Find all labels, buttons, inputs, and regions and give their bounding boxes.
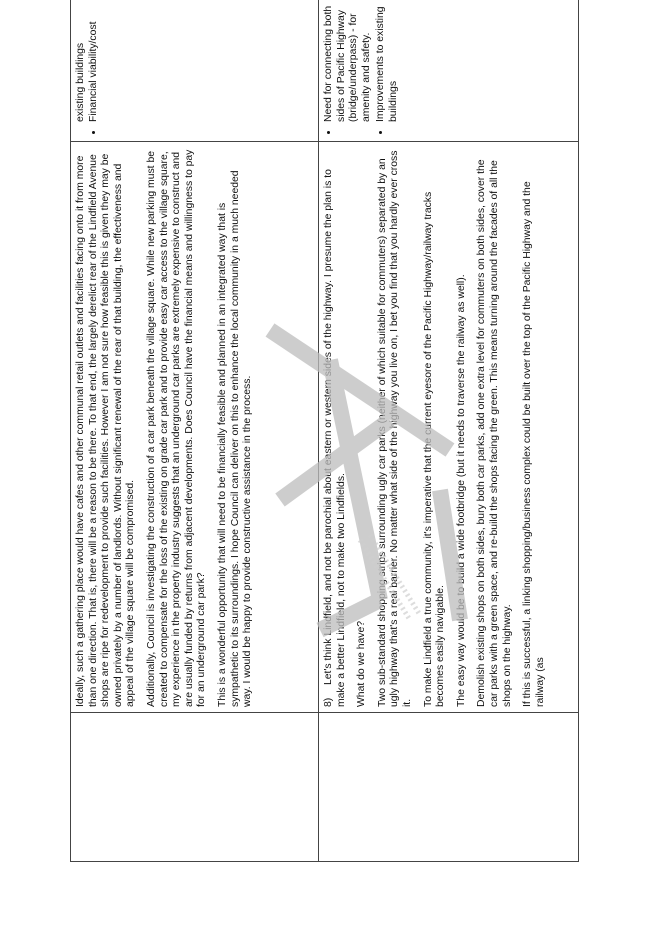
paragraph-text: Let's think Lindfield, and not be parochial about eastern or western sides of the highway. I presume the plan is to make a better Lindfield, not to make two Lindfields. [323, 169, 347, 707]
issues-list [88, 0, 101, 136]
rotated-table-container [70, 5, 578, 862]
paragraph: If this is successful, a linking shopping/business complex could be built over the top of the Pacific Highway and the railway (as [522, 181, 546, 707]
table-row [71, 0, 319, 862]
issues-cell [319, 0, 579, 142]
paragraph: Ideally, such a gathering place would have cafes and other communal retail outlets and facilities facing onto it from more than one direction. That is, there will be a reason to be there. To that end, the largely derelict rear of the Lindfield Avenue shops are ripe for redevelopment to provide such facilities. However I am not sure how feasible this is given they may be owned privately by a number of landlords. Without significant renewal of the rear of that building, the effectiveness and appeal of the village square will be compromised. [75, 153, 137, 707]
table-cell-empty [319, 713, 579, 862]
issues-list [323, 0, 401, 136]
paragraph [323, 147, 348, 707]
paragraph: To make Lindfield a true community, it's imperative that the current eyesore of the Pacific Highway/railway tracks becomes easily navigable. [422, 191, 447, 707]
paragraph: Two sub-standard shopping strips surrounding ugly car parks (neither of which suitable for commuters) separated by an ugly highway that's a real barrier. No matter what side of the highway you live on, I bet you find that you hardly ever cross it. [376, 150, 413, 707]
issue-continuation: existing buildings [75, 42, 86, 122]
table-cell-empty [71, 713, 319, 862]
issues-cell [71, 0, 319, 142]
issue-item: • Improvements to existing buildings [375, 0, 400, 122]
submission-table [70, 0, 579, 862]
submission-text-cell [71, 142, 319, 713]
paragraph: What do we have? [356, 620, 368, 707]
submission-text-cell [319, 142, 579, 713]
submission-number: 8) [323, 697, 334, 707]
issue-item: • Financial viability/cost [88, 0, 101, 122]
paragraph: Demolish existing shops on both sides, bury both car parks, add one extra level for commuters on both sides, cover the car parks with a green space, and re-build the shops facing the green. This means turning around the facades of all the shops on the highway. [476, 159, 513, 707]
paragraph: The easy way would be to build a wide footbridge (but it needs to traverse the railway as well). [455, 274, 467, 707]
paragraph: This is a wonderful opportunity that will need to be financially feasible and planned in an integrated way that is sympathetic to its surroundings. I hope Council can deliver on this to enhance the local community in a much needed way. I would be happy to provide constructive assistance in the process. [216, 170, 254, 707]
issue-item: • Need for connecting both sides of Pacific Highway (bridge/underpass) - for amenity and safety. [323, 0, 373, 122]
paragraph: Additionally, Council is investigating the construction of a car park beneath the village square. While new parking must be created to compensate for the loss of the existing on grade car park and to provide easy car access to the village square, my experience in the property industry suggests that an underground car parks are extremely expensive to construct and are usually funded by returns from adjacent developments. Does Council have the financial means and willingness to pay for an underground car park? [145, 149, 208, 707]
table-row [319, 0, 579, 862]
